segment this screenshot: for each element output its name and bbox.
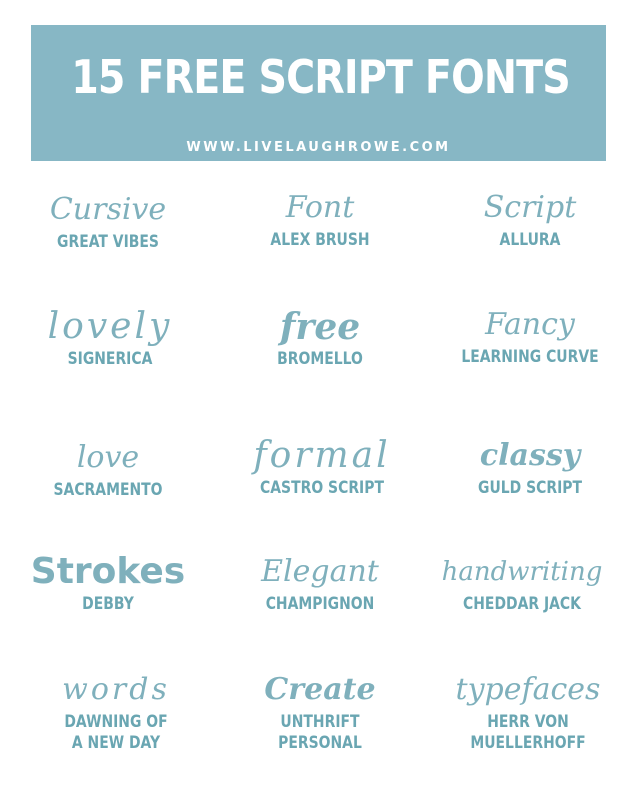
font-name: CHAMPIGNON — [265, 594, 375, 614]
font-name: BROMELLO — [277, 349, 363, 369]
font-sample: Font — [285, 190, 355, 225]
font-name: GREAT VIBES — [57, 232, 159, 252]
font-name: GULD SCRIPT — [478, 478, 582, 498]
font-cell-guld-script — [430, 434, 630, 499]
font-name-line-1: UNTHRIFT — [280, 712, 360, 732]
font-name-line-2: MUELLERHOFF — [470, 733, 586, 753]
font-sample: typefaces — [455, 672, 601, 707]
font-name: SACRAMENTO — [53, 480, 163, 500]
font-cell-cheddar-jack — [422, 550, 622, 615]
font-sample: Create — [264, 672, 376, 707]
font-cell-castro-script — [222, 434, 422, 499]
font-cell-champignon — [220, 550, 420, 615]
font-name: DEBBY — [82, 594, 134, 614]
font-name: LEARNING CURVE — [461, 347, 599, 367]
font-cell-sacramento — [8, 436, 208, 501]
font-name: CASTRO SCRIPT — [260, 478, 384, 498]
font-sample: Fancy — [485, 307, 575, 342]
font-sample: free — [279, 306, 361, 348]
font-name-line-1: DAWNING OF — [64, 712, 168, 732]
font-name-line-2: A NEW DAY — [71, 733, 161, 753]
website-url: WWW.LIVELAUGHROWE.COM — [186, 140, 451, 155]
font-sample: Script — [483, 190, 577, 225]
font-sample: love — [76, 440, 140, 475]
font-name: CHEDDAR JACK — [463, 594, 581, 614]
font-cell-debby — [8, 550, 208, 615]
font-sample: words — [62, 672, 170, 707]
font-sample: handwriting — [441, 557, 603, 587]
font-sample: classy — [479, 438, 581, 473]
font-name: ALEX BRUSH — [270, 230, 370, 250]
font-sample: Cursive — [49, 192, 167, 227]
font-cell-alex-brush — [220, 186, 420, 251]
font-cell-signerica — [10, 305, 210, 370]
font-cell-bromello — [220, 305, 420, 370]
page-title: 15 FREE SCRIPT FONTS — [71, 50, 570, 104]
font-name: ALLURA — [499, 230, 561, 250]
font-cell-allura — [430, 186, 630, 251]
font-cell-dawning-of-a-new-day — [16, 668, 216, 754]
font-sample: Elegant — [261, 554, 379, 589]
title-banner — [31, 25, 606, 161]
font-name-line-2: PERSONAL — [278, 733, 362, 753]
font-cell-unthrift-personal — [220, 668, 420, 754]
font-name-line-1: HERR VON — [487, 712, 569, 732]
font-name: SIGNERICA — [67, 349, 153, 369]
font-sample: formal — [253, 435, 391, 476]
font-cell-herr-von-muellerhoff — [428, 668, 628, 754]
font-sample: lovely — [47, 306, 173, 347]
font-cell-learning-curve — [430, 303, 630, 368]
font-sample: Strokes — [30, 551, 186, 592]
font-cell-great-vibes — [8, 188, 208, 253]
